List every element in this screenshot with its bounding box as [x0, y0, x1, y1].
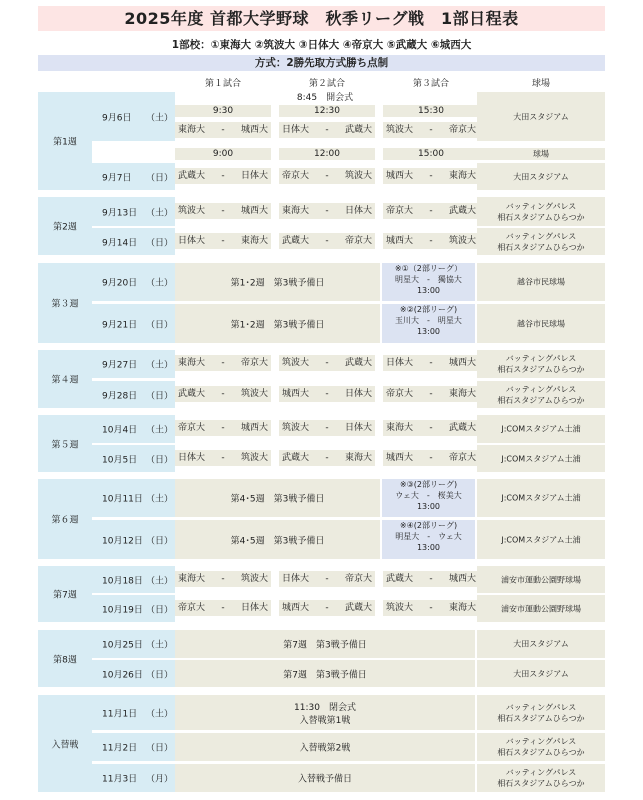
match-game1: 東海大 - 筑波大	[175, 571, 271, 587]
match-game1: 武蔵大 - 筑波大	[175, 386, 271, 402]
date-cell: 10月12日 （日）	[92, 520, 175, 559]
date-cell: 10月26日 （日）	[92, 660, 175, 687]
reserve-day: 第7週 第3戦予備日	[175, 660, 475, 687]
opening-ceremony: 8:45 開会式	[296, 93, 354, 103]
match-game2: 武蔵大 - 東海大	[279, 450, 375, 466]
game-time: 9:30	[175, 105, 271, 117]
week-label: 第1週	[38, 92, 92, 190]
match-game3: 帝京大 - 東海大	[383, 386, 479, 402]
reserve-day: 第1･2週 第3戦予備日	[175, 304, 380, 343]
reserve-day: 第7週 第3戦予備日	[175, 630, 475, 658]
week-label: 第2週	[38, 197, 92, 255]
date-cell: 10月19日 （日）	[92, 595, 175, 622]
week-label: 第４週	[38, 350, 92, 408]
match-game1: 日体大 - 東海大	[175, 233, 271, 249]
venue-cell: J:COMスタジアム土浦	[477, 445, 605, 472]
match-game2: 帝京大 - 筑波大	[279, 168, 375, 184]
venue-cell: 越谷市民球場	[477, 263, 605, 301]
second-division-game: ※③(2部リーグ) ウェ大 - 桜美大 13:00	[382, 479, 475, 517]
page-title: 2025年度 首都大学野球 秋季リーグ戦 1部日程表	[38, 6, 605, 31]
game-time: 12:00	[279, 148, 375, 160]
venue-cell: バッティングパレス 相石スタジアムひらつか	[477, 350, 605, 378]
date-cell: 9月7日 （日）	[92, 163, 175, 190]
match-game2: 日体大 - 武蔵大	[279, 122, 375, 138]
header-venue: 球場	[531, 79, 550, 89]
second-division-game: ※②(2部リーグ) 玉川大 - 明星大 13:00	[382, 304, 475, 343]
venue-header: 球場	[477, 148, 605, 160]
venue-cell: バッティングパレス 相石スタジアムひらつか	[477, 764, 605, 792]
match-game3: 武蔵大 - 城西大	[383, 571, 479, 587]
match-game3: 帝京大 - 武蔵大	[383, 203, 479, 219]
match-game1: 東海大 - 帝京大	[175, 355, 271, 371]
reserve-day: 第4･5週 第3戦予備日	[175, 520, 380, 559]
venue-cell: 大田スタジアム	[477, 92, 605, 141]
header-game3: 第３試合	[412, 79, 449, 89]
match-game1: 東海大 - 城西大	[175, 122, 271, 138]
venue-cell: 越谷市民球場	[477, 304, 605, 343]
date-cell: 10月18日 （土）	[92, 566, 175, 593]
venue-cell: J:COMスタジアム土浦	[477, 520, 605, 559]
reserve-day: 入替戦予備日	[175, 764, 475, 792]
match-game2: 城西大 - 日体大	[279, 386, 375, 402]
date-cell: 11月1日 （土）	[92, 695, 175, 730]
venue-cell: 大田スタジアム	[477, 660, 605, 687]
match-game3: 城西大 - 帝京大	[383, 450, 479, 466]
date-cell: 10月25日 （土）	[92, 630, 175, 658]
game-time: 12:30	[279, 105, 375, 117]
game-time: 15:30	[383, 105, 479, 117]
date-cell: 9月28日 （日）	[92, 381, 175, 408]
match-game1: 日体大 - 筑波大	[175, 450, 271, 466]
match-game2: 筑波大 - 日体大	[279, 420, 375, 436]
date-cell: 9月6日 （土）	[92, 92, 175, 141]
week-label: 第7週	[38, 566, 92, 622]
venue-cell: 大田スタジアム	[477, 630, 605, 658]
venue-cell: バッティングパレス 相石スタジアムひらつか	[477, 228, 605, 255]
week-label: 入替戦	[38, 695, 92, 792]
match-game1: 武蔵大 - 日体大	[175, 168, 271, 184]
venue-cell: バッティングパレス 相石スタジアムひらつか	[477, 197, 605, 226]
schools-line: 1部校：①東海大 ②筑波大 ③日体大 ④帝京大 ⑤武蔵大 ⑥城西大	[171, 39, 472, 51]
venue-cell: J:COMスタジアム土浦	[477, 415, 605, 443]
date-cell: 9月14日 （日）	[92, 228, 175, 255]
date-cell: 10月4日 （土）	[92, 415, 175, 443]
match-game3: 城西大 - 東海大	[383, 168, 479, 184]
match-game1: 帝京大 - 日体大	[175, 600, 271, 616]
venue-cell: 浦安市運動公園野球場	[477, 595, 605, 622]
replacement-game: 11:30 閉会式 入替戦第1戦	[175, 695, 475, 730]
match-game2: 筑波大 - 武蔵大	[279, 355, 375, 371]
venue-cell: バッティングパレス 相石スタジアムひらつか	[477, 695, 605, 730]
match-game2: 城西大 - 武蔵大	[279, 600, 375, 616]
header-game2: 第２試合	[308, 79, 345, 89]
week-label: 第３週	[38, 263, 92, 343]
date-cell: 9月20日 （土）	[92, 263, 175, 301]
match-game3: 東海大 - 武蔵大	[383, 420, 479, 436]
week-label: 第５週	[38, 415, 92, 472]
match-game1: 帝京大 - 城西大	[175, 420, 271, 436]
match-game3: 筑波大 - 帝京大	[383, 122, 479, 138]
reserve-day: 第1･2週 第3戦予備日	[175, 263, 380, 301]
match-game3: 日体大 - 城西大	[383, 355, 479, 371]
match-game2: 日体大 - 帝京大	[279, 571, 375, 587]
venue-cell: J:COMスタジアム土浦	[477, 479, 605, 517]
match-game2: 武蔵大 - 帝京大	[279, 233, 375, 249]
game-time: 9:00	[175, 148, 271, 160]
date-cell: 11月3日 （月）	[92, 764, 175, 792]
date-cell: 9月21日 （日）	[92, 304, 175, 343]
match-game2: 東海大 - 日体大	[279, 203, 375, 219]
format-line: 方式：2勝先取方式勝ち点制	[38, 55, 605, 71]
date-cell: 9月27日 （土）	[92, 350, 175, 378]
date-cell: 10月5日 （日）	[92, 445, 175, 472]
date-cell: 9月13日 （土）	[92, 197, 175, 226]
second-division-game: ※①（2部リーグ） 明星大 - 獨協大 13:00	[382, 263, 475, 301]
match-game3: 筑波大 - 東海大	[383, 600, 479, 616]
second-division-game: ※④(2部リーグ) 明星大 - ウェ大 13:00	[382, 520, 475, 559]
match-game1: 筑波大 - 城西大	[175, 203, 271, 219]
game-time: 15:00	[383, 148, 479, 160]
venue-cell: 浦安市運動公園野球場	[477, 566, 605, 593]
reserve-day: 第4･5週 第3戦予備日	[175, 479, 380, 517]
replacement-game: 入替戦第2戦	[175, 733, 475, 761]
venue-cell: 大田スタジアム	[477, 163, 605, 190]
date-cell: 11月2日 （日）	[92, 733, 175, 761]
match-game3: 城西大 - 筑波大	[383, 233, 479, 249]
week-label: 第8週	[38, 630, 92, 687]
date-cell: 10月11日 （土）	[92, 479, 175, 517]
week-label: 第６週	[38, 479, 92, 559]
header-game1: 第１試合	[204, 79, 241, 89]
venue-cell: バッティングパレス 相石スタジアムひらつか	[477, 381, 605, 408]
venue-cell: バッティングパレス 相石スタジアムひらつか	[477, 733, 605, 761]
